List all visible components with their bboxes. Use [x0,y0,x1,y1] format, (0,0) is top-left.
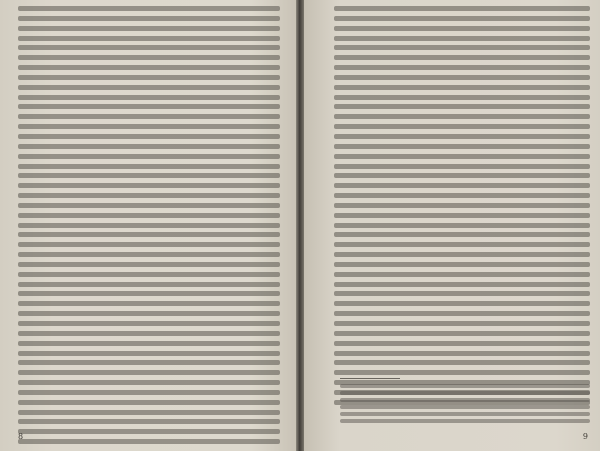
text-line-placeholder [340,398,590,402]
text-line-placeholder [18,223,280,228]
text-line-placeholder [18,55,280,60]
text-line-placeholder [334,232,590,237]
text-line-placeholder [334,144,590,149]
text-line-placeholder [334,193,590,198]
text-line-placeholder [18,419,280,424]
text-line-placeholder [334,173,590,178]
text-line-placeholder [18,282,280,287]
text-line-placeholder [18,439,280,444]
text-line-placeholder [340,391,590,395]
text-line-placeholder [18,154,280,159]
text-line-placeholder [334,65,590,70]
text-line-placeholder [340,412,590,416]
text-line-placeholder [334,351,590,356]
text-line-placeholder [340,405,590,409]
text-line-placeholder [18,429,280,434]
text-line-placeholder [18,272,280,277]
text-line-placeholder [334,75,590,80]
text-line-placeholder [18,75,280,80]
right-page-text-block [334,6,590,410]
left-page-number: 8 [18,432,24,441]
text-line-placeholder [334,223,590,228]
text-line-placeholder [334,262,590,267]
text-line-placeholder [18,331,280,336]
text-line-placeholder [334,370,590,375]
right-page [304,0,600,451]
text-line-placeholder [18,351,280,356]
text-line-placeholder [18,203,280,208]
text-line-placeholder [18,380,280,385]
text-line-placeholder [334,272,590,277]
text-line-placeholder [18,262,280,267]
text-line-placeholder [18,360,280,365]
text-line-placeholder [334,252,590,257]
text-line-placeholder [334,6,590,11]
text-line-placeholder [334,45,590,50]
text-line-placeholder [18,26,280,31]
text-line-placeholder [18,144,280,149]
text-line-placeholder [18,114,280,119]
text-line-placeholder [18,213,280,218]
text-line-placeholder [334,311,590,316]
text-line-placeholder [334,134,590,139]
text-line-placeholder [334,114,590,119]
text-line-placeholder [18,65,280,70]
text-line-placeholder [334,55,590,60]
text-line-placeholder [334,164,590,169]
text-line-placeholder [18,370,280,375]
text-line-placeholder [334,360,590,365]
text-line-placeholder [18,85,280,90]
text-line-placeholder [18,242,280,247]
text-line-placeholder [340,384,590,388]
text-line-placeholder [18,134,280,139]
text-line-placeholder [18,341,280,346]
text-line-placeholder [18,321,280,326]
text-line-placeholder [18,252,280,257]
text-line-placeholder [334,341,590,346]
text-line-placeholder [18,311,280,316]
text-line-placeholder [18,301,280,306]
text-line-placeholder [18,124,280,129]
text-line-placeholder [18,36,280,41]
text-line-placeholder [334,203,590,208]
text-line-placeholder [334,95,590,100]
text-line-placeholder [334,154,590,159]
footnote-rule [340,378,400,379]
text-line-placeholder [18,16,280,21]
text-line-placeholder [334,85,590,90]
text-line-placeholder [18,183,280,188]
text-line-placeholder [340,419,590,423]
text-line-placeholder [334,16,590,21]
text-line-placeholder [334,331,590,336]
text-line-placeholder [18,232,280,237]
text-line-placeholder [334,242,590,247]
text-line-placeholder [334,301,590,306]
text-line-placeholder [334,282,590,287]
text-line-placeholder [334,26,590,31]
text-line-placeholder [334,213,590,218]
text-line-placeholder [18,400,280,405]
text-line-placeholder [18,173,280,178]
text-line-placeholder [18,164,280,169]
text-line-placeholder [334,124,590,129]
right-page-number: 9 [582,432,588,441]
text-line-placeholder [18,390,280,395]
text-line-placeholder [334,36,590,41]
text-line-placeholder [18,6,280,11]
text-line-placeholder [334,291,590,296]
text-line-placeholder [334,321,590,326]
text-line-placeholder [334,104,590,109]
text-line-placeholder [18,193,280,198]
text-line-placeholder [18,104,280,109]
text-line-placeholder [334,183,590,188]
text-line-placeholder [18,45,280,50]
book-gutter [296,0,304,451]
left-page [0,0,296,451]
text-line-placeholder [18,291,280,296]
footnote-block [340,384,590,426]
text-line-placeholder [18,95,280,100]
left-page-text-block [18,6,280,449]
text-line-placeholder [18,410,280,415]
